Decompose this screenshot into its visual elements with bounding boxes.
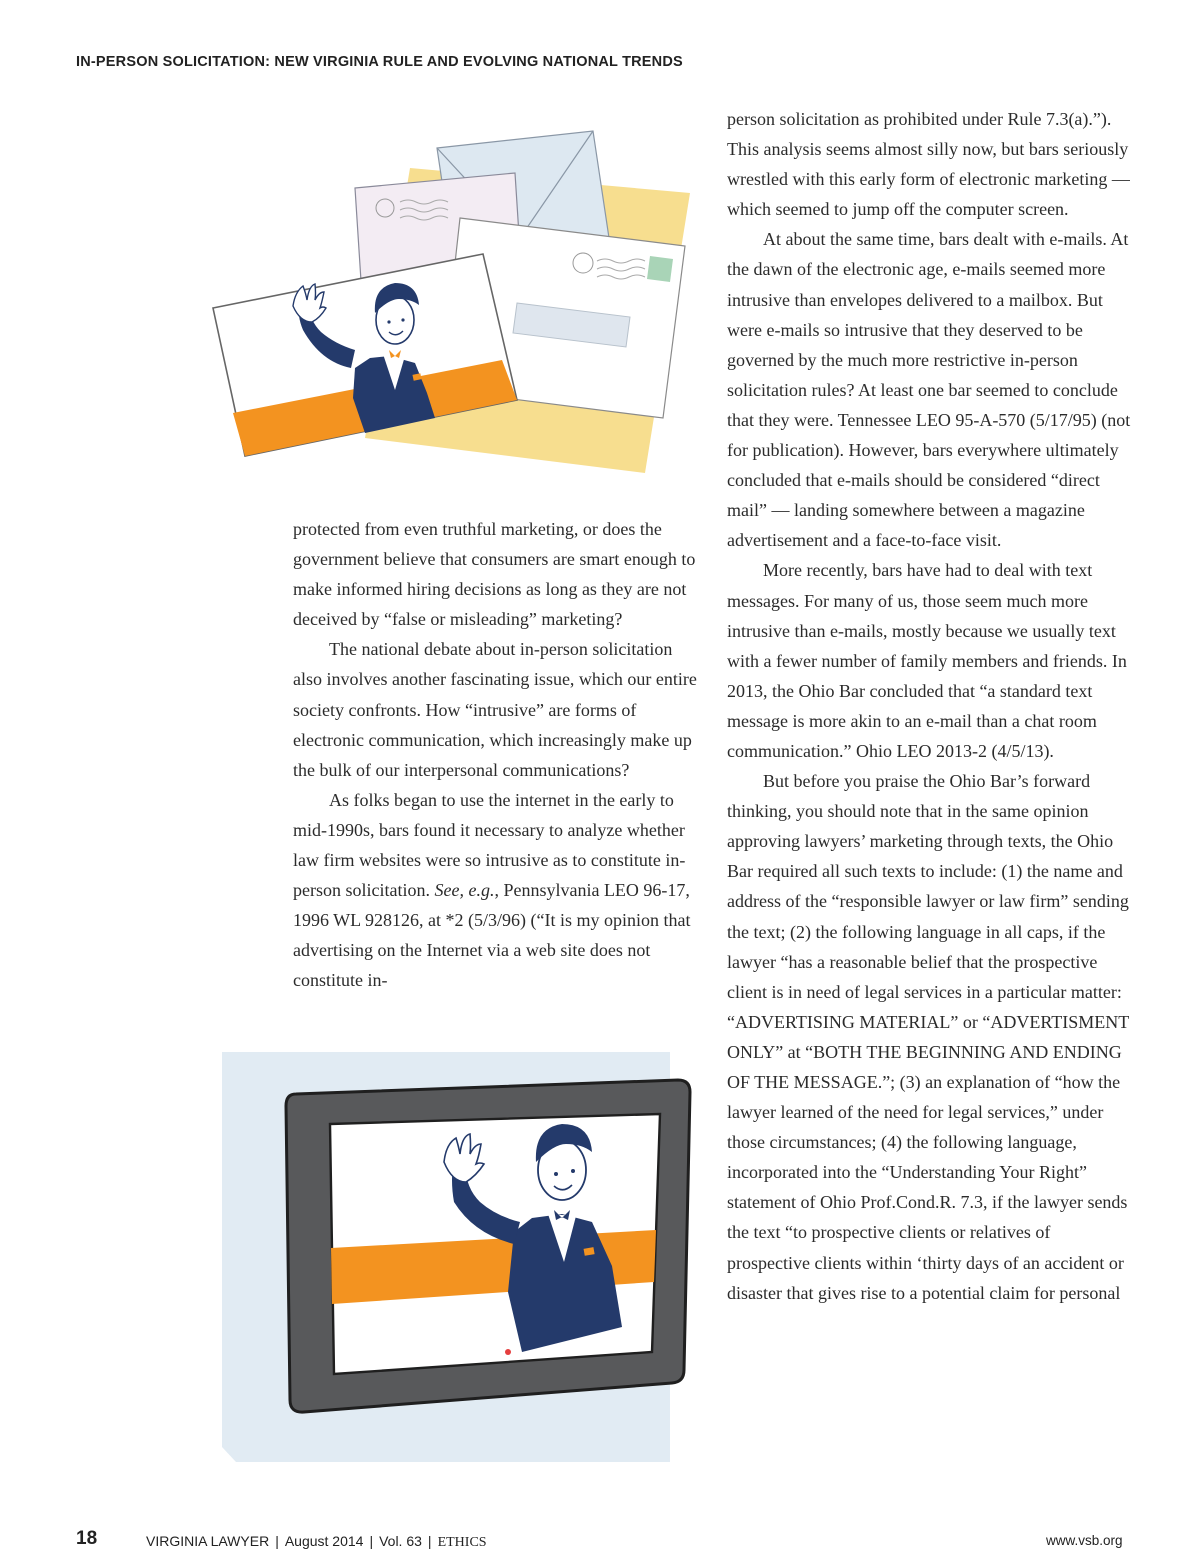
right-paragraph-3: More recently, bars have had to deal with text messages. For many of us, those seem much more intrusive than e-mails, mostly because we usually text with a fewer number of family members and friends. In 2013, the Ohio Bar concluded that “a standard text message is more akin to an e-mail than a chat room communication.” Ohio LEO 2013-2 (4/5/13). xyxy=(727,560,1127,761)
issue-date: August 2014 xyxy=(284,1533,364,1549)
right-paragraph-1: person solicitation as prohibited under Rule 7.3(a).”). This analysis seems almost silly now, but bars seriously wrestled with this early form of electronic marketing — which seemed to jump off the computer screen. xyxy=(727,109,1130,220)
footer-separator: | xyxy=(275,1533,279,1549)
footer-separator: | xyxy=(369,1533,374,1549)
publication-name: VIRGINIA LAWYER xyxy=(146,1533,270,1549)
page-number: 18 xyxy=(76,1528,98,1549)
footer-separator: | xyxy=(427,1533,432,1549)
footer-url: www.vsb.org xyxy=(1046,1533,1123,1548)
television xyxy=(286,1080,690,1412)
power-light xyxy=(505,1349,511,1355)
tv-illustration xyxy=(222,1052,692,1462)
volume: Vol. 63 xyxy=(379,1533,422,1549)
left-paragraph-3-end: , Pennsylvania LEO 96-17, 1996 WL 928126, at *2 (5/3/96) (“It is my opinion that advertising on the Internet via a web site does not constitute in- xyxy=(293,880,691,991)
running-head: IN-PERSON SOLICITATION: NEW VIRGINIA RULE AND EVOLVING NATIONAL TRENDS xyxy=(76,54,683,70)
see-citation-signal: See, e.g. xyxy=(434,880,495,901)
right-paragraph-4: But before you praise the Ohio Bar’s forward thinking, you should note that in the same opinion approving lawyers’ marketing through texts, the Ohio Bar required all such texts to include: (1) the name and address of the “responsible lawyer or law firm” sending the text; (2) the following language in all caps, if the lawyer “has a reasonable belief that the prospective client is in need of legal services in a particular matter: “ADVERTISING MATERIAL” or “ADVERTISMENT ONLY” at “BOTH THE BEGINNING AND ENDING OF THE MESSAGE.”; (3) an explanation of “how the lawyer learned of the need for legal services,” under those circumstances; (4) the following language, incorporated into the “Understanding Your Right” statement of Ohio Prof.Cond.R. 7.3, if the lawyer sends the text “to prospective clients or relatives of prospective clients within ‘thirty days of an accident or disaster that gives rise to a potential claim for personal xyxy=(727,771,1129,1303)
right-column xyxy=(727,104,1137,1308)
left-column xyxy=(293,514,701,996)
left-paragraph-3-start: As folks began to use the internet in the early to mid-1990s, bars found it necessary to analyze whether law firm websites were so intrusive as to constitute in-person solicitation. xyxy=(293,789,686,901)
left-paragraph-1: protected from even truthful marketing, or does the government believe that consumers are smart enough to make informed hiring decisions as long as they are not deceived by “false or misleading” marketing? xyxy=(293,519,696,630)
section-name: ETHICS xyxy=(437,1535,487,1550)
left-paragraph-3 xyxy=(293,785,701,996)
right-paragraph-2: At about the same time, bars dealt with e-mails. At the dawn of the electronic age, e-mails seemed more intrusive than envelopes delivered to a mailbox. But were e-mails so intrusive that they deserved to be governed by the much more restrictive in-person solicitation rules? At least one bar seemed to conclude that they were. Tennessee LEO 95-A-570 (5/17/95) (not for publication). However, bars everywhere ultimately concluded that e-mails should be considered “direct mail” — landing somewhere between a magazine advertisement and a face-to-face visit. xyxy=(727,229,1131,551)
left-paragraph-2: The national debate about in-person solicitation also involves another fascinating issue, which our entire society confronts. How “intrusive” are forms of electronic communication, which increasingly make up the bulk of our interpersonal communications? xyxy=(293,639,697,780)
footer-publication-line xyxy=(146,1533,487,1557)
mail-illustration xyxy=(205,128,705,488)
